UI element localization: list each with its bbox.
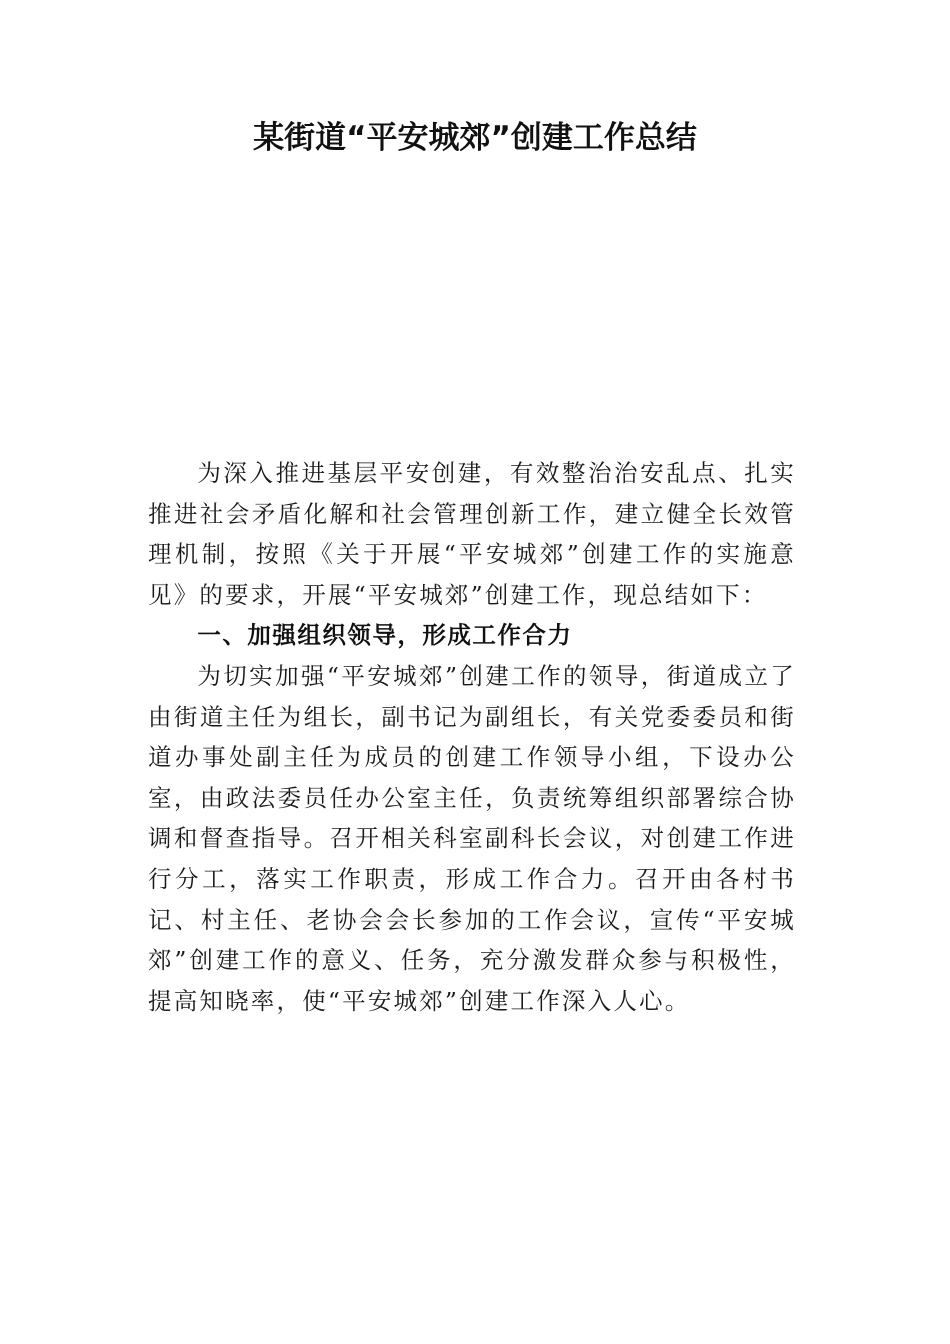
intro-paragraph: 为深入推进基层平安创建，有效整治治安乱点、扎实推进社会矛盾化解和社会管理创新工作，建立健全长效管理机制，按照《关于开展“平安城郊”创建工作的实施意见》的要求，开展“平安城郊”创建工作，现总结如下： [148,459,796,609]
section-paragraph: 为切实加强“平安城郊”创建工作的领导，街道成立了由街道主任为组长，副书记为副组长，有关党委委员和街道办事处副主任为成员的创建工作领导小组，下设办公室，由政法委员任办公室主任，负责统筹组织部署综合协调和督查指导。召开相关科室副科长会议，对创建工作进行分工，落实工作职责，形成工作合力。召开由各村书记、村主任、老协会会长参加的工作会议，宣传“平安城郊”创建工作的意义、任务，充分激发群众参与积极性，提高知晓率，使“平安城郊”创建工作深入人心。 [148,661,796,1015]
document-body [148,453,796,1021]
section-heading: 一、加强组织领导，形成工作合力 [197,621,573,650]
document-title: 某街道“平安城郊”创建工作总结 [253,120,697,156]
